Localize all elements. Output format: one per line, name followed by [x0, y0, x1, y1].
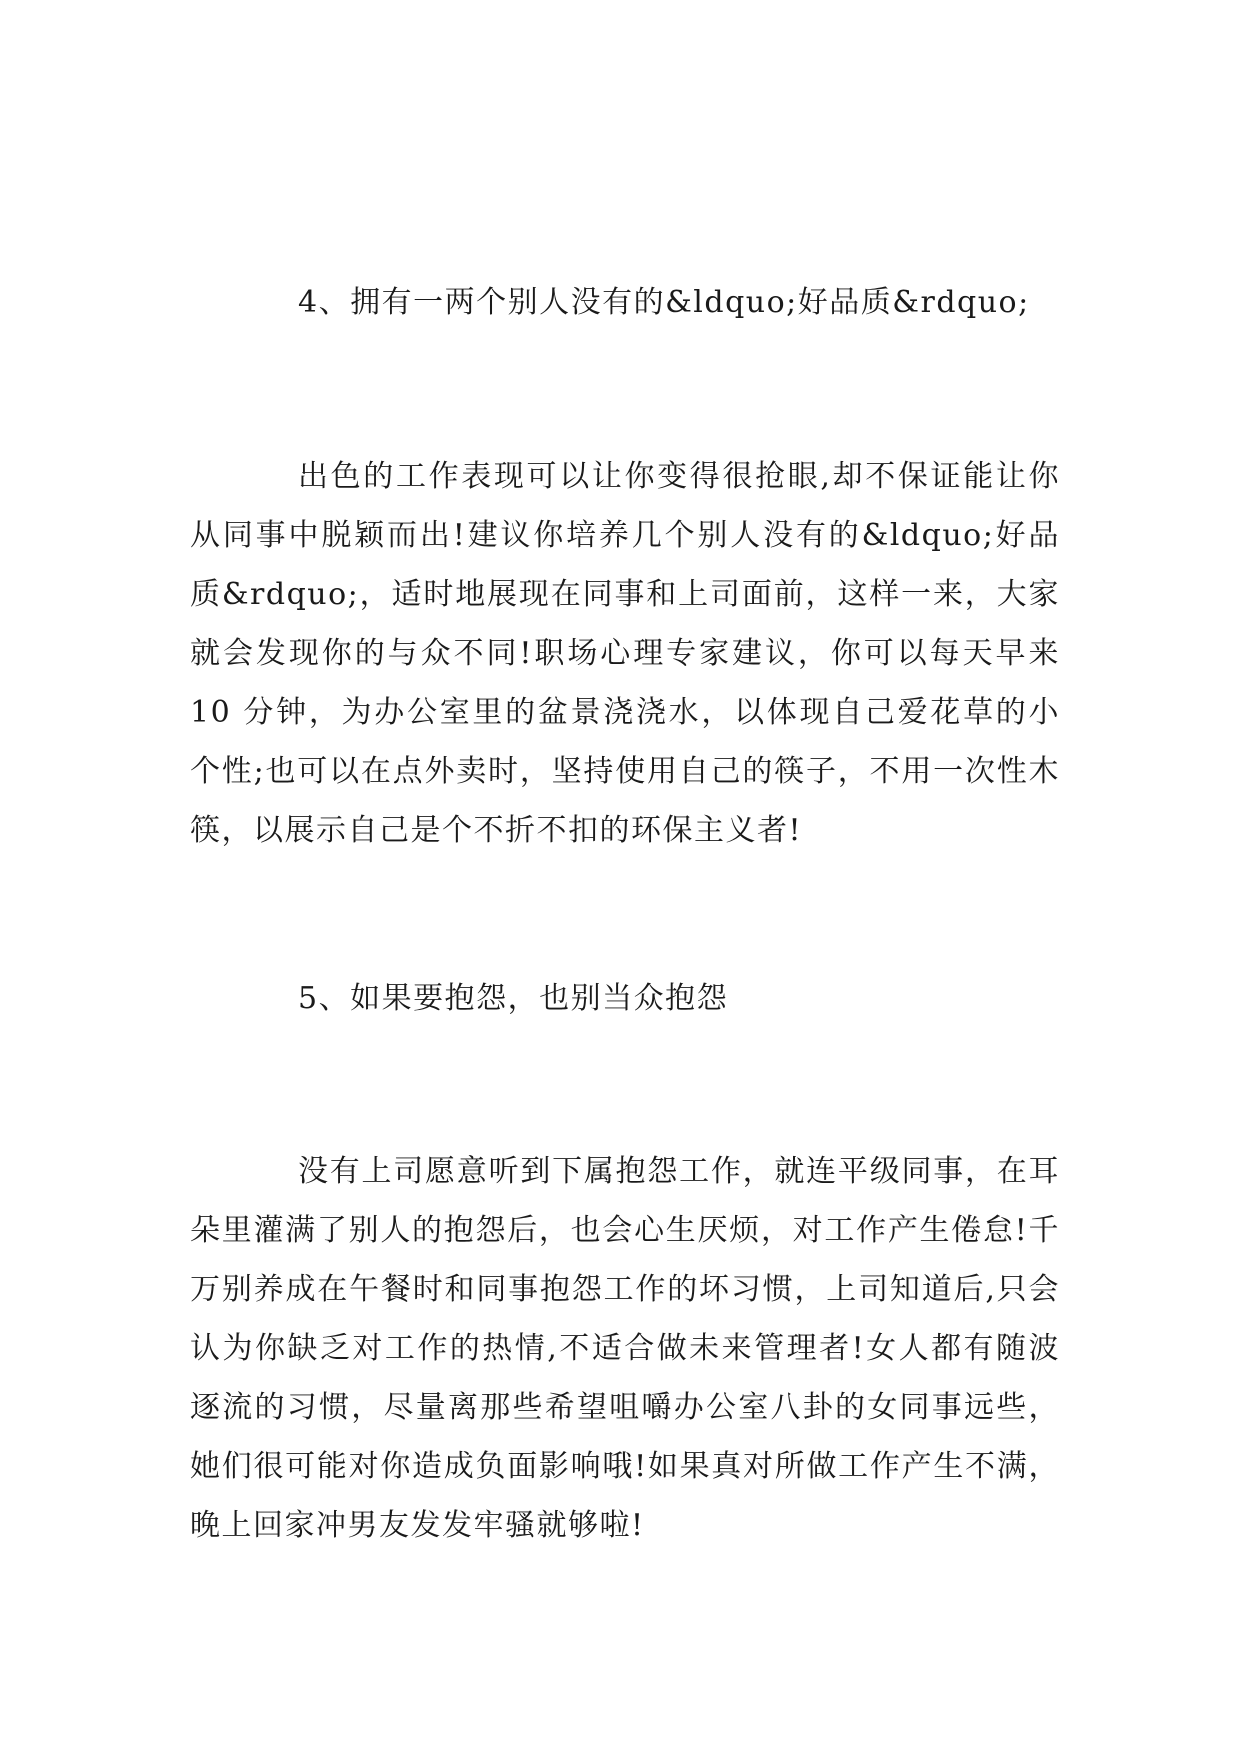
section-heading-4: 4、拥有一两个别人没有的&ldquo;好品质&rdquo; — [298, 285, 1030, 320]
section-heading-5: 5、如果要抱怨，也别当众抱怨 — [298, 981, 729, 1016]
section-body-4: 出色的工作表现可以让你变得很抢眼,却不保证能让你从同事中脱颖而出!建议你培养几个别人没有的&ldquo;好品质&rdquo;，适时地展现在同事和上司面前，这样一来，大家就会发现你的与众不同!职场心理专家建议，你可以每天早来 10 分钟，为办公室里的盆景浇浇水，以体现自己爱花草的小个性;也可以在点外卖时，坚持使用自己的筷子，不用一次性木筷，以展示自己是个不折不扣的环保主义者! — [190, 459, 1060, 848]
section-body-5: 没有上司愿意听到下属抱怨工作，就连平级同事，在耳朵里灌满了别人的抱怨后，也会心生厌烦，对工作产生倦怠!千万别养成在午餐时和同事抱怨工作的坏习惯，上司知道后,只会认为你缺乏对工作的热情,不适合做未来管理者!女人都有随波逐流的习惯，尽量离那些希望咀嚼办公室八卦的女同事远些，她们很可能对你造成负面影响哦!如果真对所做工作产生不满，晚上回家冲男友发发牢骚就够啦! — [190, 1154, 1060, 1543]
